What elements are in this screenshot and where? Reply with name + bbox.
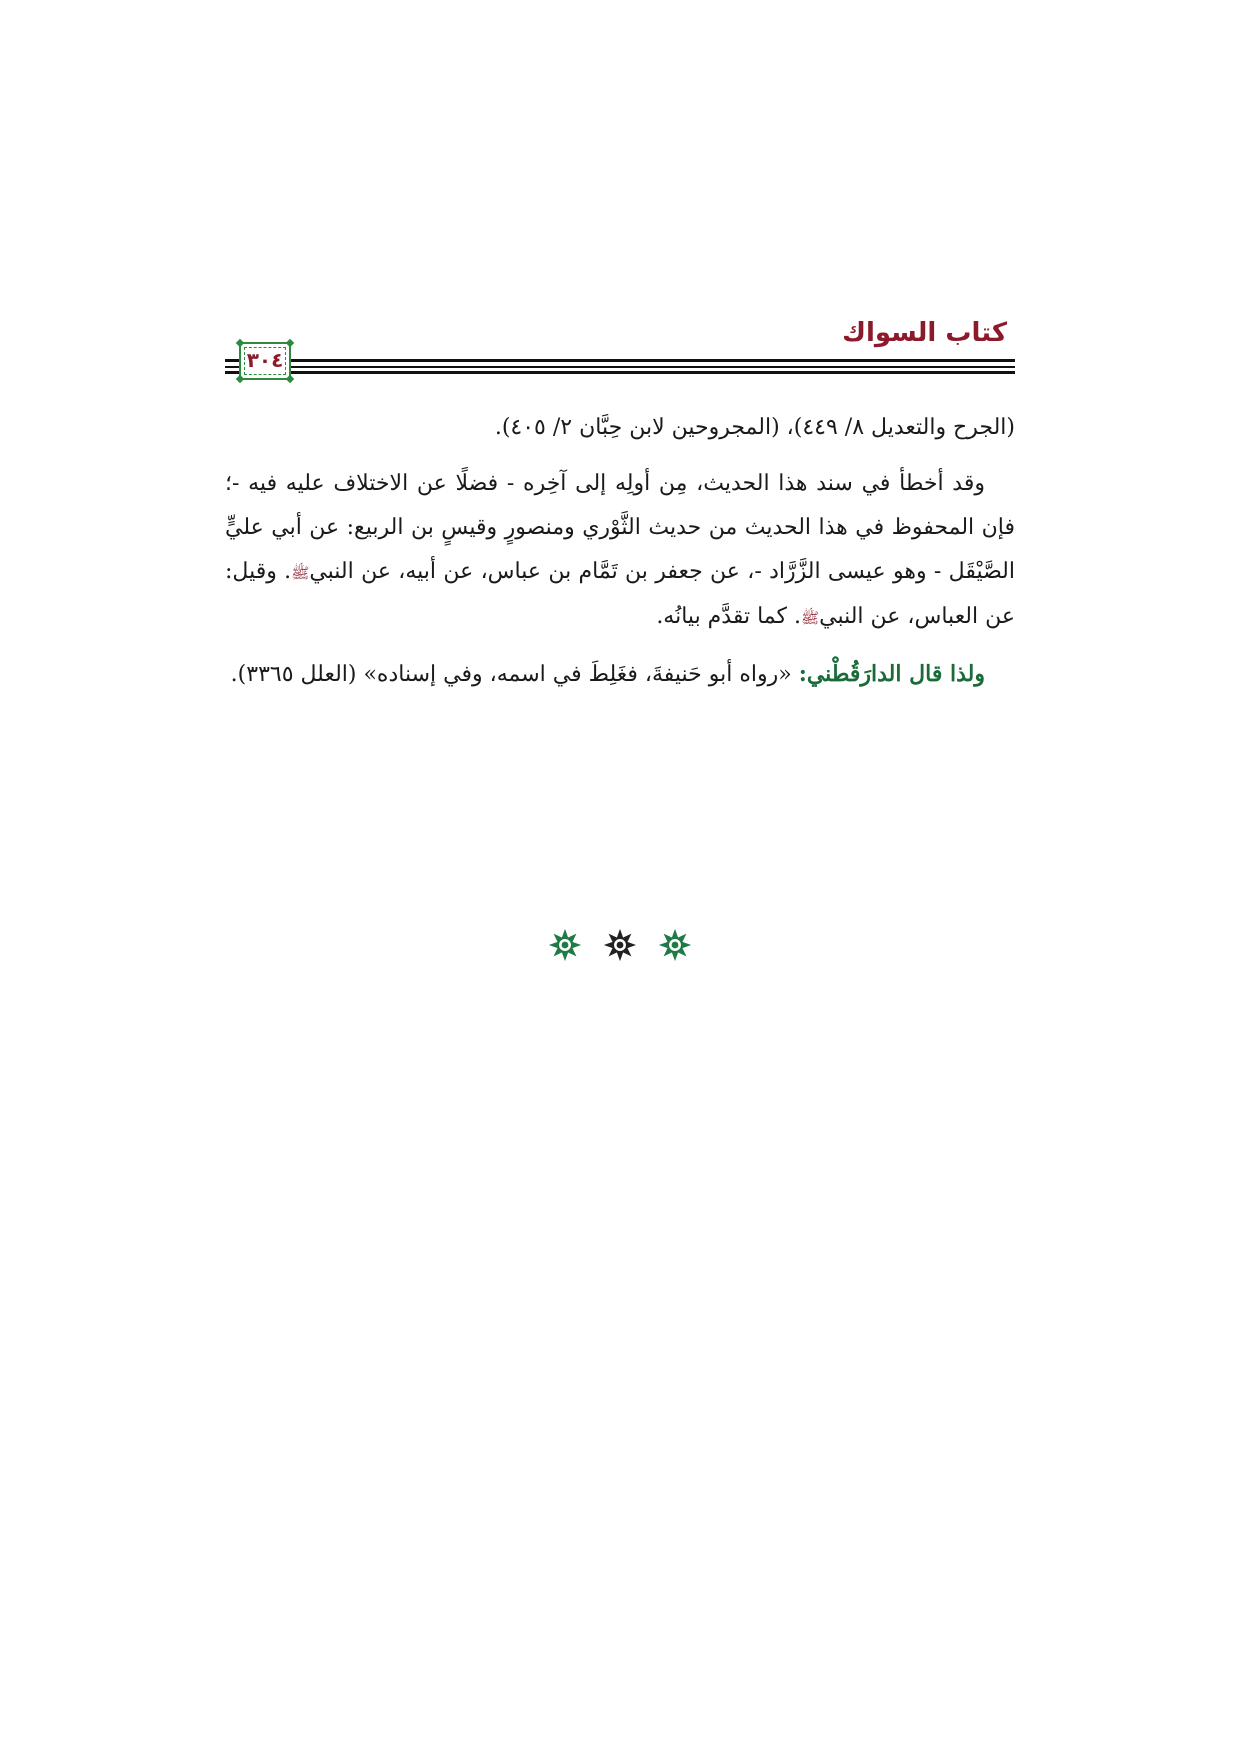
paragraph-text: وقد أخطأ في سند هذا الحديث، مِن أولِه إلى آخِره - فضلًا عن الاختلاف عليه فيه -؛ فإن المحفوظ في هذا الحديث من حديث الثَّوْري ومنصورٍ وقيسٍ بن الربيع: عن أبي عليٍّ الصَّيْقَل - وهو عيسى الزَّرَّاد -، عن جعفر بن تَمَّام بن عباس، عن أبيه، عن النبي	[225, 471, 1015, 584]
reference-line: (الجرح والتعديل ٨/ ٤٤٩)، (المجروحين لابن حِبَّان ٢/ ٤٠٥).	[494, 415, 1015, 440]
header-rule-bottom	[225, 371, 1015, 374]
page-number-frame	[239, 342, 291, 380]
page-number: ٣٠٤	[246, 348, 284, 372]
paragraph-text: . وقيل: عن العباس، عن النبي	[225, 559, 1015, 629]
book-title: كتاب السواك	[842, 318, 1007, 348]
black-star-ornament-icon	[603, 928, 637, 962]
frame-corner-icon	[236, 339, 244, 347]
paragraph-analysis	[225, 462, 1015, 640]
frame-corner-icon	[236, 375, 244, 383]
frame-corner-icon	[286, 339, 294, 347]
page-body	[225, 406, 1015, 709]
salutation-glyph: ﷺ	[800, 609, 820, 627]
header-rule-top	[225, 359, 1015, 362]
frame-corner-icon	[286, 375, 294, 383]
quote-text: «رواه أبو حَنيفةَ، فغَلِطَ في اسمه، وفي إسناده» (العلل ٣٣٦٥).	[230, 662, 792, 687]
header-rule-middle	[225, 366, 1015, 368]
section-end-ornaments	[0, 928, 1240, 966]
paragraph-quote	[225, 652, 1015, 697]
green-star-ornament-icon	[658, 928, 692, 962]
paragraph-text: . كما تقدَّم بيانُه.	[656, 604, 801, 629]
green-star-ornament-icon	[548, 928, 582, 962]
scholar-name: ولذا قال الدارَقُطْني:	[798, 661, 985, 687]
salutation-glyph: ﷺ	[291, 564, 310, 582]
page-header	[225, 318, 1015, 388]
